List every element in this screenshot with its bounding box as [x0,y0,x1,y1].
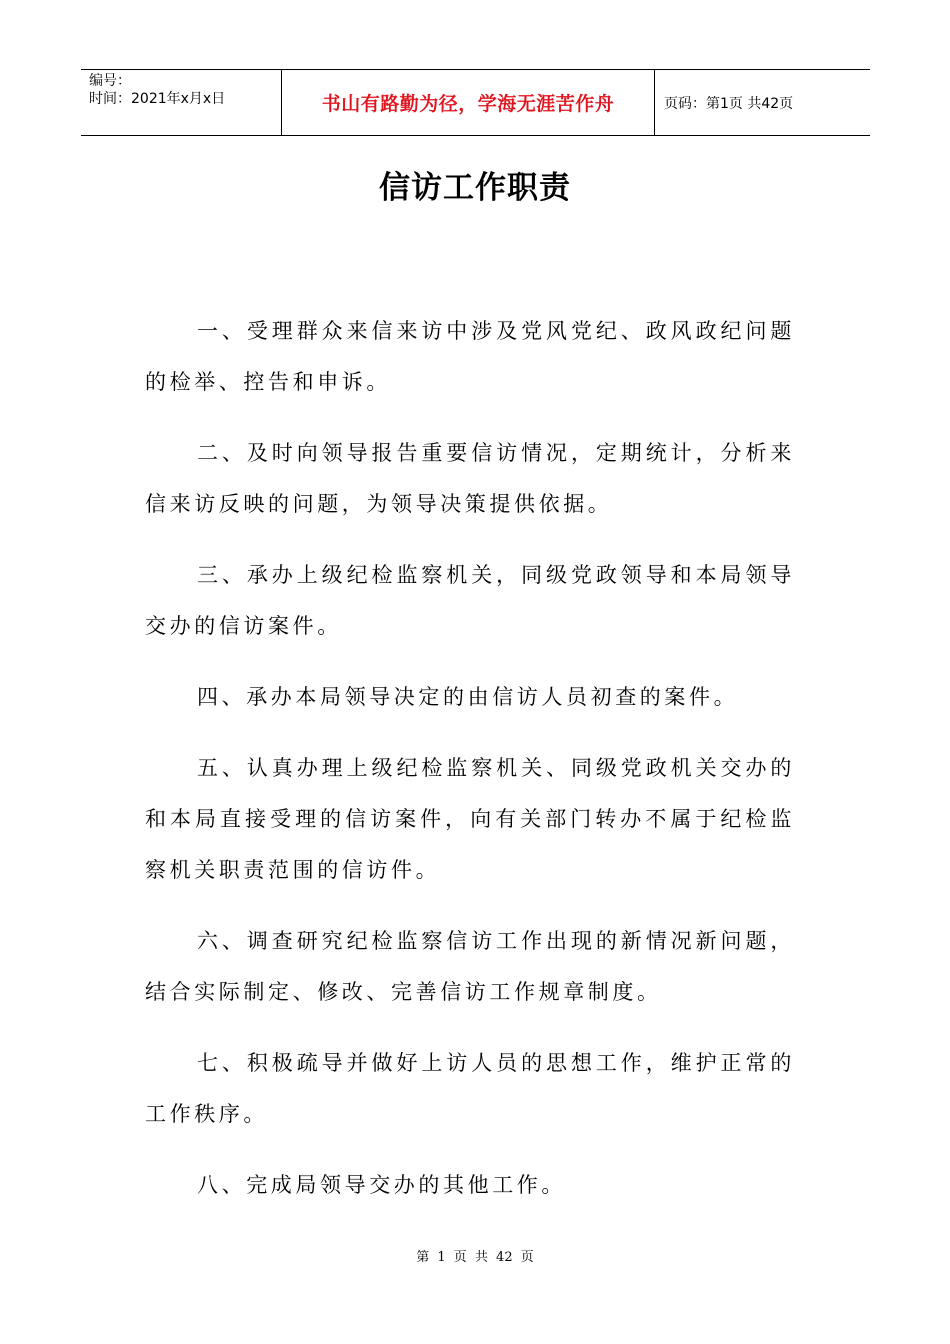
document-number-label: 编号： [89,73,131,89]
paragraph-5: 五、认真办理上级纪检监察机关、同级党政机关交办的和本局直接受理的信访案件，向有关部门转办不属于纪检监察机关职责范围的信访件。 [145,756,795,882]
paragraph-3: 三、承办上级纪检监察机关，同级党政领导和本局领导交办的信访案件。 [145,563,795,638]
page-footer: 第 1 页 共 42 页 [416,1250,534,1265]
document-title: 信访工作职责 [379,170,571,206]
document-body [145,306,795,1231]
motto-text: 书山有路勤为径，学海无涯苦作舟 [321,93,615,115]
header-motto-cell [282,70,655,135]
header-page-info: 页码：第1页 共42页 [664,95,794,112]
paragraph-2: 二、及时向领导报告重要信访情况，定期统计，分析来信来访反映的问题，为领导决策提供依据。 [145,441,795,516]
paragraph-6: 六、调查研究纪检监察信访工作出现的新情况新问题，结合实际制定、修改、完善信访工作规章制度。 [145,929,795,1004]
header-page-cell [655,70,870,135]
paragraph-7: 七、积极疏导并做好上访人员的思想工作，维护正常的工作秩序。 [145,1051,795,1126]
paragraph-8: 八、完成局领导交办的其他工作。 [197,1173,566,1197]
header-table [81,69,870,136]
document-time-label: 时间：2021年x月x日 [89,91,226,107]
header-meta-cell [81,70,282,135]
paragraph-4: 四、承办本局领导决定的由信访人员初查的案件。 [197,685,739,709]
paragraph-1: 一、受理群众来信来访中涉及党风党纪、政风政纪问题的检举、控告和申诉。 [145,319,795,394]
